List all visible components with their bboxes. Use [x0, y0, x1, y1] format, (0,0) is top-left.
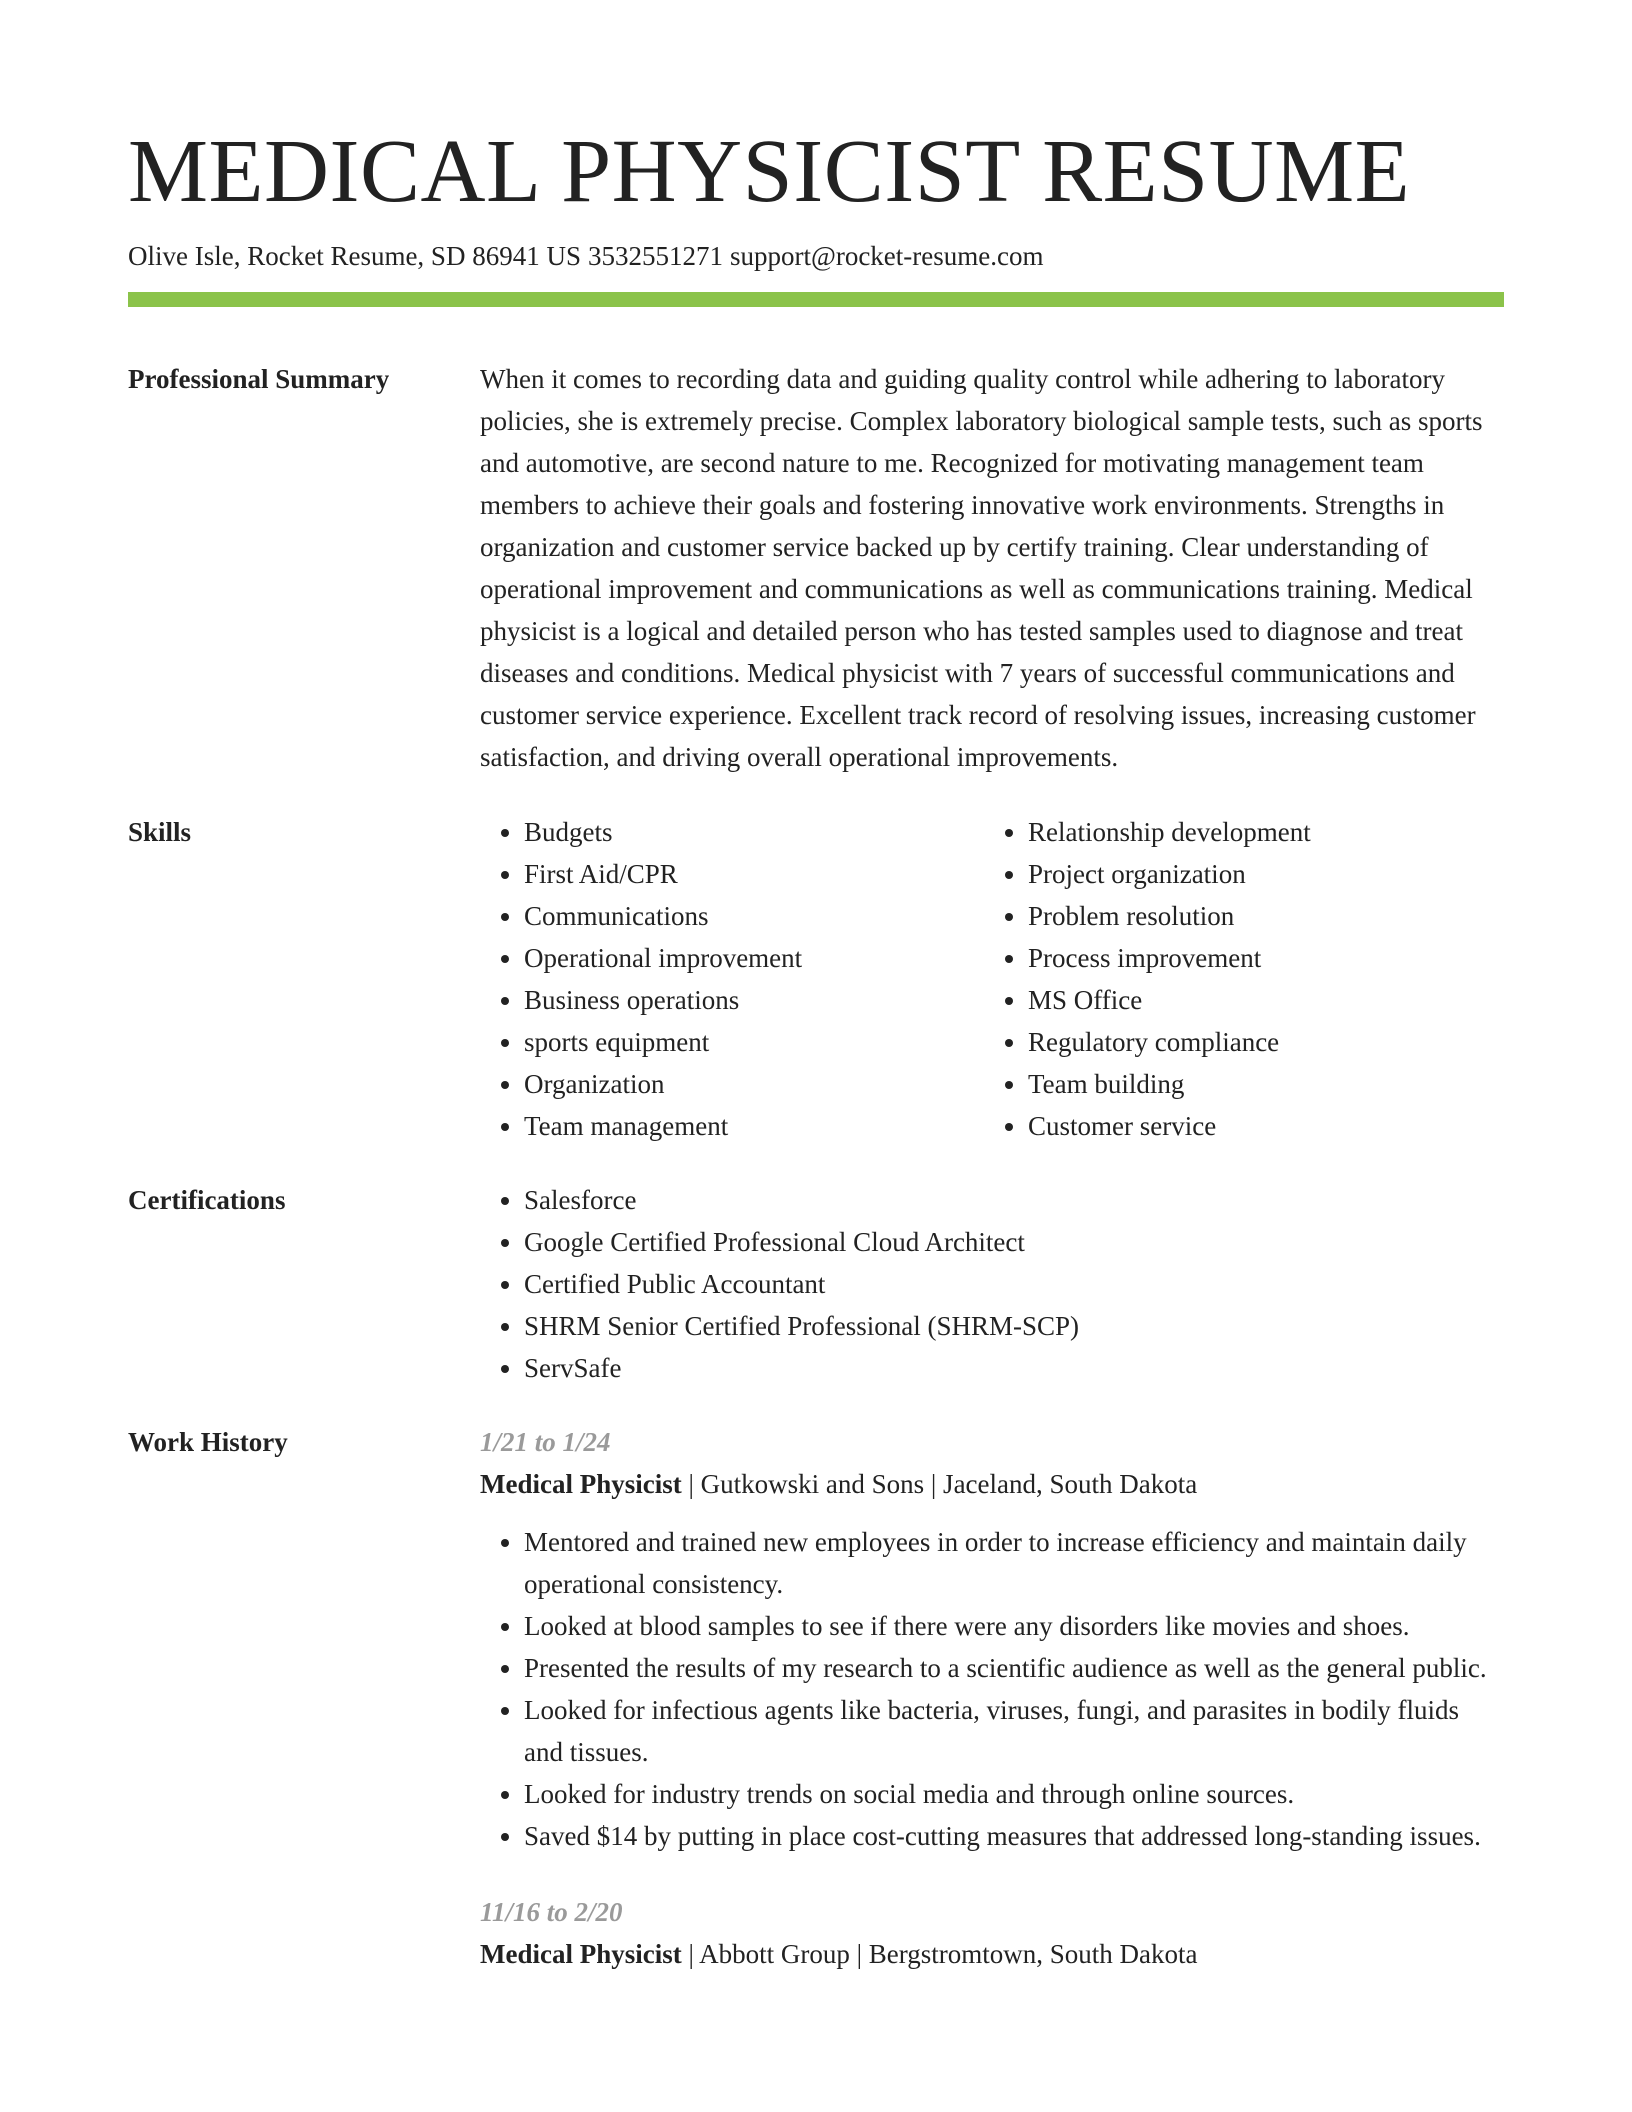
skill-item: • Team management [524, 1105, 984, 1147]
certification-item: • Salesforce [524, 1179, 1504, 1221]
skill-item: • Operational improvement [524, 937, 984, 979]
skill-item: • First Aid/CPR [524, 853, 984, 895]
certifications-label: Certifications [128, 1185, 286, 1215]
job-heading [480, 1933, 1504, 1975]
skill-item: • Business operations [524, 979, 984, 1021]
skill-item: • Process improvement [1028, 937, 1488, 979]
job-dates: 11/16 to 2/20 [480, 1897, 623, 1927]
summary-text: When it comes to recording data and guiding quality control while adhering to laboratory policies, she is extremely precise. Complex laboratory biological sample tests, such as sports and automotive, are second nature to me. Recognized for motivating management team members to achieve their goals and fostering innovative work environments. Strengths in organization and customer service backed up by certify training. Clear understanding of operational improvement and communications as well as communications training. Medical physicist is a logical and detailed person who has tested samples used to diagnose and treat diseases and conditions. Medical physicist with 7 years of successful communications and customer service experience. Excellent track record of resolving issues, increasing customer satisfaction, and driving overall operational improvements. [480, 364, 1483, 772]
job-bullet: • Presented the results of my research to a scientific audience as well as the general public. [524, 1647, 1504, 1689]
skill-item: • Team building [1028, 1063, 1488, 1105]
skill-item: • MS Office [1028, 979, 1488, 1021]
certifications-list [480, 1179, 1504, 1389]
job-bullet: • Looked at blood samples to see if there were any disorders like movies and shoes. [524, 1605, 1504, 1647]
work-history-section [128, 1421, 1504, 1975]
skills-list-right [984, 811, 1488, 1147]
resume-page [128, 0, 1504, 1975]
certification-item: • ServSafe [524, 1347, 1504, 1389]
header-divider [128, 292, 1504, 307]
job-bullet: • Looked for infectious agents like bacteria, viruses, fungi, and parasites in bodily fluids and tissues. [524, 1689, 1504, 1773]
skill-item: • Budgets [524, 811, 984, 853]
certification-item: • Certified Public Accountant [524, 1263, 1504, 1305]
certifications-section [128, 1179, 1504, 1389]
certification-item: • SHRM Senior Certified Professional (SHRM-SCP) [524, 1305, 1504, 1347]
skill-item: • Problem resolution [1028, 895, 1488, 937]
job-dates: 1/21 to 1/24 [480, 1427, 611, 1457]
job-title: Medical Physicist [480, 1939, 682, 1969]
job-bullet: • Saved $14 by putting in place cost-cutting measures that addressed long-standing issues. [524, 1815, 1504, 1857]
job-bullet: • Mentored and trained new employees in order to increase efficiency and maintain daily operational consistency. [524, 1521, 1504, 1605]
job-bullets [480, 1521, 1504, 1857]
skill-item: • Communications [524, 895, 984, 937]
skill-item: • Organization [524, 1063, 984, 1105]
certification-item: • Google Certified Professional Cloud Architect [524, 1221, 1504, 1263]
job-details: | Abbott Group | Bergstromtown, South Dakota [681, 1939, 1198, 1969]
skill-item: • Project organization [1028, 853, 1488, 895]
contact-address: Olive Isle, Rocket Resume, SD 86941 US [128, 241, 581, 271]
job-heading [480, 1463, 1504, 1505]
contact-email: support@rocket-resume.com [729, 241, 1044, 271]
skills-section [128, 811, 1504, 1147]
resume-title: MEDICAL PHYSICIST RESUME [128, 122, 1411, 221]
contact-line [128, 239, 1504, 273]
job-bullet: • Looked for industry trends on social media and through online sources. [524, 1773, 1504, 1815]
job-entry [480, 1421, 1504, 1857]
skill-item: • sports equipment [524, 1021, 984, 1063]
summary-label: Professional Summary [128, 364, 390, 394]
skills-label: Skills [128, 817, 192, 847]
job-details: | Gutkowski and Sons | Jaceland, South Dakota [681, 1469, 1198, 1499]
summary-section [128, 358, 1504, 778]
skill-item: • Customer service [1028, 1105, 1488, 1147]
skills-list-left [480, 811, 984, 1147]
job-title: Medical Physicist [480, 1469, 682, 1499]
skill-item: • Relationship development [1028, 811, 1488, 853]
contact-phone: 3532551271 [587, 241, 723, 271]
work-history-label: Work History [128, 1427, 288, 1457]
job-entry [480, 1891, 1504, 1975]
skill-item: • Regulatory compliance [1028, 1021, 1488, 1063]
